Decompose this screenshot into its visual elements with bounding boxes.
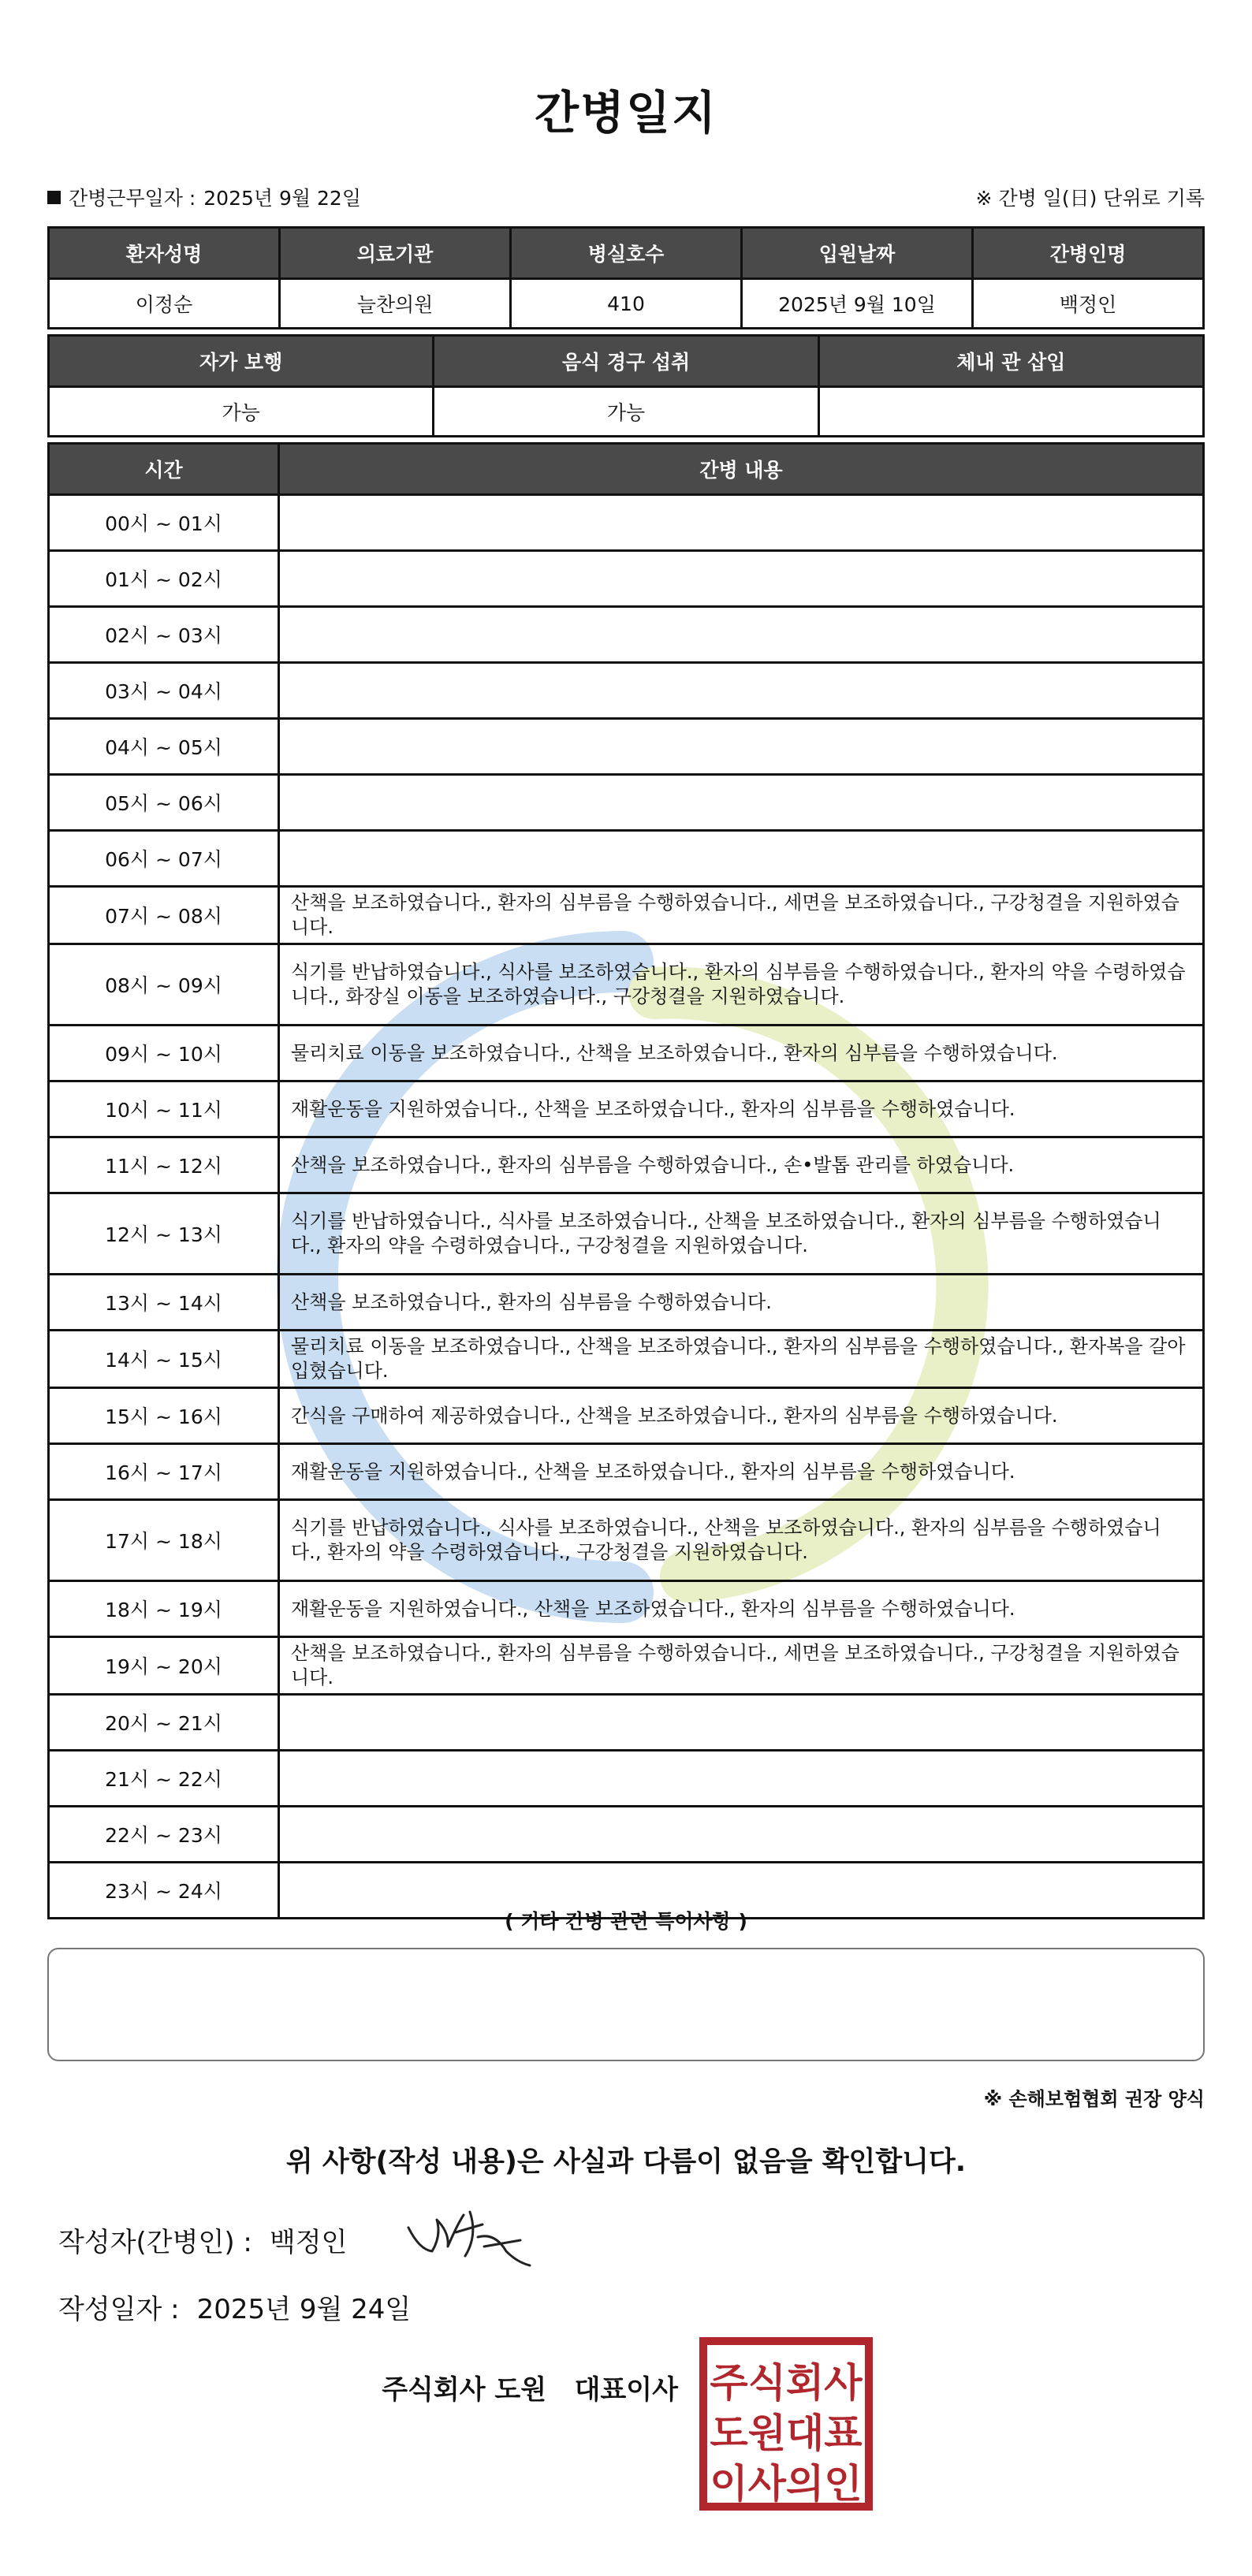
log-body (49, 495, 1204, 1919)
header-caregiver-name: 간병인명 (973, 228, 1204, 279)
page-title: 간병일지 (534, 86, 718, 140)
log-time: 02시 ~ 03시 (49, 607, 279, 663)
log-row (49, 1081, 1204, 1137)
log-row (49, 775, 1204, 831)
log-content (279, 663, 1204, 719)
log-content: 재활운동을 지원하였습니다., 산책을 보조하였습니다., 환자의 심부름을 수행하였습니다. (279, 1081, 1204, 1137)
log-content (279, 1695, 1204, 1751)
company-seal-stamp (699, 2336, 874, 2511)
log-content: 산책을 보조하였습니다., 환자의 심부름을 수행하였습니다., 세면을 보조하였습니다., 구강청결을 지원하였습니다. (279, 1637, 1204, 1695)
log-row (49, 831, 1204, 887)
log-time: 08시 ~ 09시 (49, 944, 279, 1026)
log-content: 재활운동을 지원하였습니다., 산책을 보조하였습니다., 환자의 심부름을 수행하였습니다. (279, 1444, 1204, 1500)
header-hospital: 의료기관 (280, 228, 511, 279)
handwritten-signature (402, 2201, 536, 2272)
log-row (49, 1026, 1204, 1081)
room-number: 410 (511, 279, 742, 329)
log-time: 09시 ~ 10시 (49, 1026, 279, 1081)
seal-line-2: 도원대표 (710, 2410, 863, 2456)
log-time: 15시 ~ 16시 (49, 1388, 279, 1444)
log-time: 21시 ~ 22시 (49, 1751, 279, 1807)
log-time: 16시 ~ 17시 (49, 1444, 279, 1500)
log-content: 산책을 보조하였습니다., 환자의 심부름을 수행하였습니다., 세면을 보조하였습니다., 구강청결을 지원하였습니다. (279, 887, 1204, 944)
log-time: 01시 ~ 02시 (49, 551, 279, 607)
unit-note: ※ 간병 일(日) 단위로 기록 (975, 187, 1205, 210)
work-date (47, 183, 361, 211)
log-content (279, 551, 1204, 607)
log-content: 산책을 보조하였습니다., 환자의 심부름을 수행하였습니다., 손•발톱 관리를 하였습니다. (279, 1137, 1204, 1193)
written-date-value: 2025년 9월 24일 (196, 2294, 412, 2325)
log-content: 식기를 반납하였습니다., 식사를 보조하였습니다., 산책을 보조하였습니다., 환자의 심부름을 수행하였습니다., 환자의 약을 수령하였습니다., 구강청결을 지원하였습니다. (279, 1193, 1204, 1275)
source-note: ※ 손해보험협회 권장 양식 (983, 2088, 1205, 2110)
header-patient-name: 환자성명 (49, 228, 280, 279)
log-time: 13시 ~ 14시 (49, 1275, 279, 1331)
log-content: 재활운동을 지원하였습니다., 산책을 보조하였습니다., 환자의 심부름을 수행하였습니다. (279, 1581, 1204, 1637)
log-content (279, 495, 1204, 551)
log-row (49, 1444, 1204, 1500)
log-header-row (49, 444, 1204, 495)
written-date-line (58, 2288, 411, 2326)
log-row (49, 1637, 1204, 1695)
log-content: 간식을 구매하여 제공하였습니다., 산책을 보조하였습니다., 환자의 심부름을 수행하였습니다. (279, 1388, 1204, 1444)
work-date-value: 2025년 9월 22일 (203, 187, 361, 210)
header-tube-insertion: 체내 관 삽입 (818, 336, 1203, 387)
log-content: 식기를 반납하였습니다., 식사를 보조하였습니다., 산책을 보조하였습니다., 환자의 심부름을 수행하였습니다., 환자의 약을 수령하였습니다., 구강청결을 지원하였습니다. (279, 1500, 1204, 1581)
log-row (49, 1695, 1204, 1751)
log-time: 19시 ~ 20시 (49, 1637, 279, 1695)
log-row (49, 1807, 1204, 1863)
patient-name: 이정순 (49, 279, 280, 329)
log-row (49, 1581, 1204, 1637)
status-value-row (49, 387, 1204, 437)
log-time: 14시 ~ 15시 (49, 1331, 279, 1388)
remarks-box (47, 1948, 1205, 2061)
seal-line-3: 이사의인 (710, 2461, 863, 2507)
company-title: 대표이사 (574, 2374, 678, 2406)
work-date-label: 간병근무일자 : (69, 187, 196, 210)
log-row (49, 1751, 1204, 1807)
writer-label: 작성자(간병인) : (58, 2227, 252, 2258)
writer-name: 백정인 (269, 2227, 348, 2258)
log-row (49, 663, 1204, 719)
info-header-row (49, 228, 1204, 279)
written-date-label: 작성일자 : (58, 2294, 180, 2325)
seal-line-1: 주식회사 (710, 2360, 863, 2406)
tube-insertion (818, 387, 1203, 437)
log-time: 17시 ~ 18시 (49, 1500, 279, 1581)
hospital: 늘찬의원 (280, 279, 511, 329)
log-time: 06시 ~ 07시 (49, 831, 279, 887)
log-row (49, 1137, 1204, 1193)
oral-intake: 가능 (434, 387, 818, 437)
log-content: 물리치료 이동을 보조하였습니다., 산책을 보조하였습니다., 환자의 심부름을 수행하였습니다., 환자복을 갈아입혔습니다. (279, 1331, 1204, 1388)
log-time: 05시 ~ 06시 (49, 775, 279, 831)
log-row (49, 887, 1204, 944)
log-content: 식기를 반납하였습니다., 식사를 보조하였습니다., 환자의 심부름을 수행하였습니다., 환자의 약을 수령하였습니다., 화장실 이동을 보조하였습니다., 구강청결을 지원하였습니다. (279, 944, 1204, 1026)
company-name: 주식회사 도원 (382, 2374, 547, 2406)
log-row (49, 1388, 1204, 1444)
log-row (49, 719, 1204, 775)
header-care-content: 간병 내용 (279, 444, 1204, 495)
log-content (279, 719, 1204, 775)
admission-date: 2025년 9월 10일 (742, 279, 973, 329)
log-row (49, 1331, 1204, 1388)
log-time: 20시 ~ 21시 (49, 1695, 279, 1751)
square-bullet-icon (47, 191, 61, 204)
log-content: 물리치료 이동을 보조하였습니다., 산책을 보조하였습니다., 환자의 심부름을 수행하였습니다. (279, 1026, 1204, 1081)
remarks-title: ( 기타 간병 관련 특이사항 ) (505, 1910, 747, 1933)
log-time: 04시 ~ 05시 (49, 719, 279, 775)
log-time: 18시 ~ 19시 (49, 1581, 279, 1637)
log-content (279, 775, 1204, 831)
caregiver-name: 백정인 (973, 279, 1204, 329)
log-content (279, 1751, 1204, 1807)
log-row (49, 1193, 1204, 1275)
log-content (279, 607, 1204, 663)
log-time: 23시 ~ 24시 (49, 1863, 279, 1919)
care-log-table (47, 442, 1205, 1919)
self-walking: 가능 (49, 387, 434, 437)
log-time: 03시 ~ 04시 (49, 663, 279, 719)
log-row (49, 1275, 1204, 1331)
patient-status-table (47, 334, 1205, 437)
header-self-walking: 자가 보행 (49, 336, 434, 387)
status-header-row (49, 336, 1204, 387)
log-row (49, 1500, 1204, 1581)
header-oral-intake: 음식 경구 섭취 (434, 336, 818, 387)
writer-line (58, 2220, 347, 2259)
log-time: 22시 ~ 23시 (49, 1807, 279, 1863)
log-content: 산책을 보조하였습니다., 환자의 심부름을 수행하였습니다. (279, 1275, 1204, 1331)
log-row (49, 495, 1204, 551)
log-content (279, 831, 1204, 887)
log-time: 12시 ~ 13시 (49, 1193, 279, 1275)
header-admission-date: 입원날짜 (742, 228, 973, 279)
info-value-row (49, 279, 1204, 329)
header-room-number: 병실호수 (511, 228, 742, 279)
log-content (279, 1807, 1204, 1863)
log-row (49, 944, 1204, 1026)
log-row (49, 607, 1204, 663)
log-time: 11시 ~ 12시 (49, 1137, 279, 1193)
header-time: 시간 (49, 444, 279, 495)
log-time: 07시 ~ 08시 (49, 887, 279, 944)
log-time: 00시 ~ 01시 (49, 495, 279, 551)
company-signature (0, 2368, 678, 2407)
confirmation-statement: 위 사항(작성 내용)은 사실과 다름이 없음을 확인합니다. (285, 2146, 967, 2178)
patient-info-table (47, 226, 1205, 329)
log-time: 10시 ~ 11시 (49, 1081, 279, 1137)
log-row (49, 551, 1204, 607)
meta-row (47, 183, 1205, 214)
